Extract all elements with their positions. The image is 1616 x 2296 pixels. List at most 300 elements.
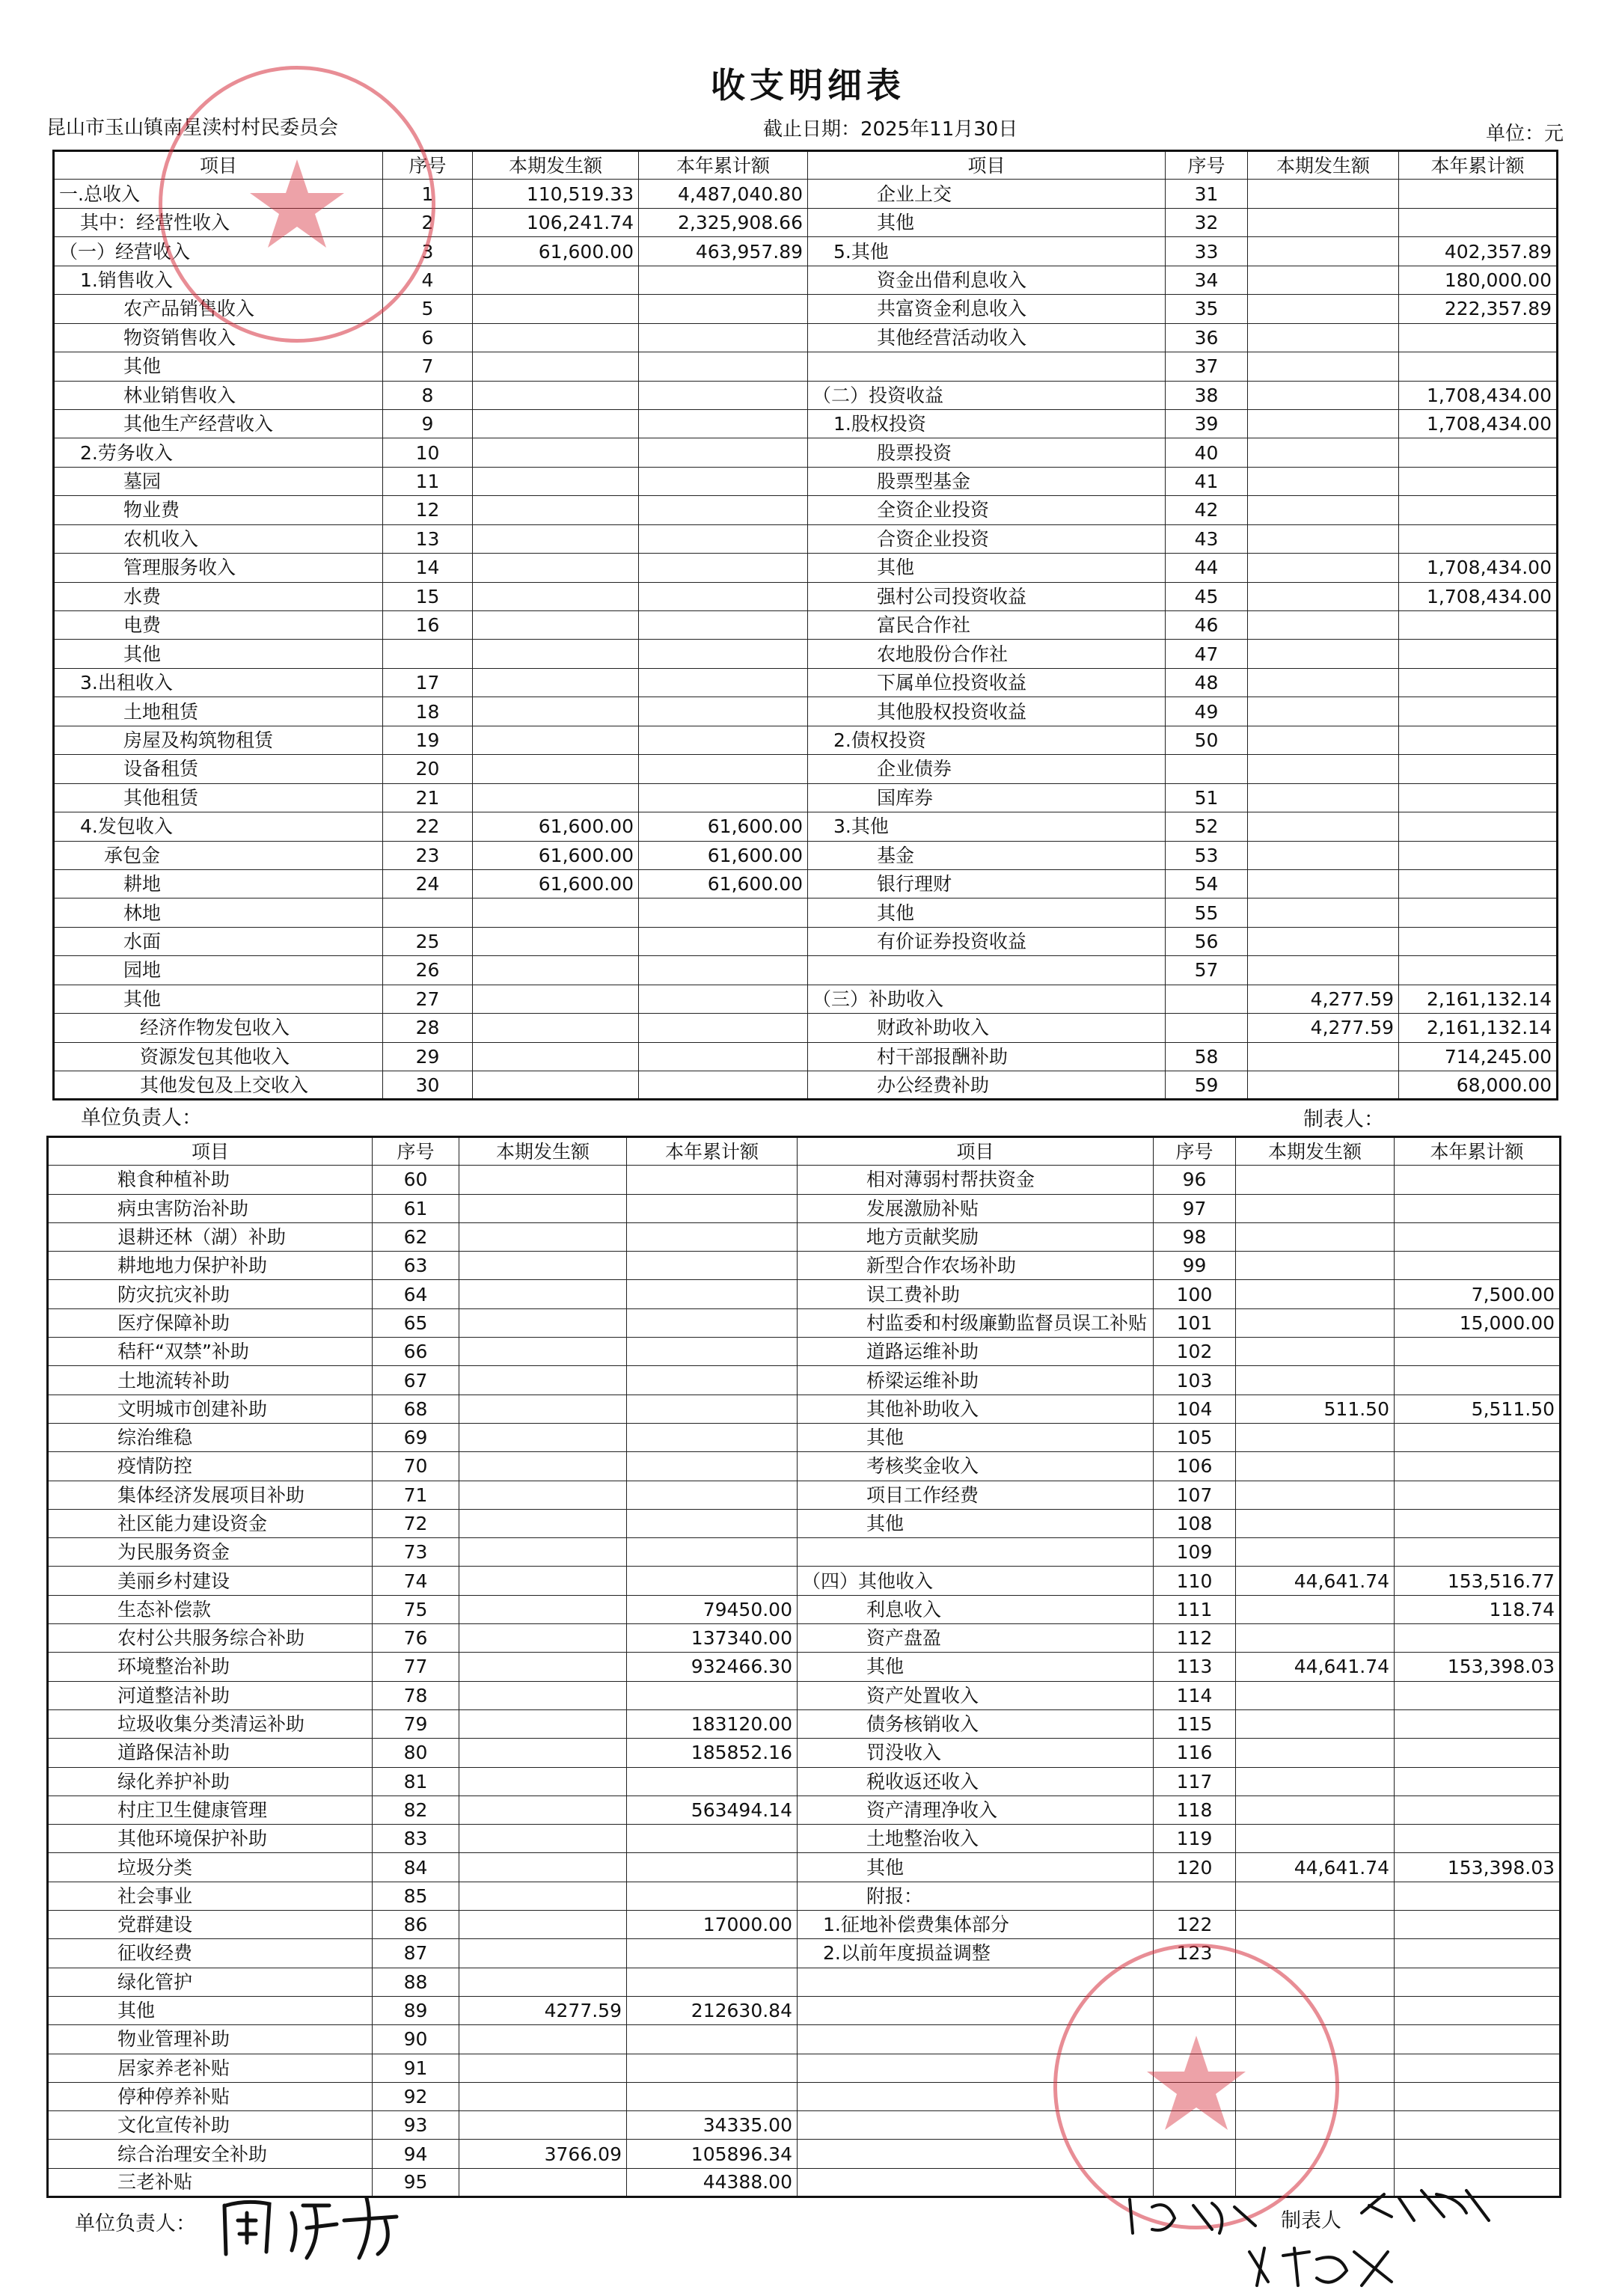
amount-cell (1236, 1882, 1395, 1910)
row-number: 44 (1166, 554, 1248, 582)
item-name: 园地 (54, 956, 383, 985)
amount-cell (1395, 1194, 1561, 1222)
column-header: 本期发生额 (1248, 151, 1399, 180)
amount-cell: 7,500.00 (1395, 1280, 1561, 1308)
amount-cell (627, 1423, 798, 1451)
row-number: 12 (383, 496, 473, 524)
item-name: 全资企业投资 (808, 496, 1166, 524)
amount-cell (1236, 1366, 1395, 1395)
table-row (54, 611, 1558, 640)
row-number: 58 (1166, 1042, 1248, 1071)
amount-cell (1248, 726, 1399, 754)
item-name: 道路运维补助 (798, 1338, 1154, 1366)
amount-cell (1395, 1767, 1561, 1796)
row-number: 9 (383, 409, 473, 438)
amount-cell: 153,516.77 (1395, 1567, 1561, 1595)
amount-cell (459, 1595, 627, 1623)
item-name: 物资销售收入 (54, 323, 383, 352)
row-number: 86 (373, 1911, 459, 1939)
table-row (48, 1423, 1561, 1451)
row-number: 122 (1154, 1911, 1236, 1939)
amount-cell (473, 554, 639, 582)
column-header: 项目 (808, 151, 1166, 180)
amount-cell: 106,241.74 (473, 208, 639, 236)
row-number: 119 (1154, 1825, 1236, 1853)
item-name: 办公经费补助 (808, 1071, 1166, 1100)
cutoff-date: 截止日期：2025年11月30日 (763, 118, 1018, 141)
item-name: 地方贡献奖励 (798, 1222, 1154, 1251)
amount-cell: 714,245.00 (1399, 1042, 1558, 1071)
table-row (48, 1366, 1561, 1395)
row-number: 63 (373, 1252, 459, 1280)
item-name: 共富资金利息收入 (808, 295, 1166, 323)
row-number: 95 (373, 2168, 459, 2196)
row-number: 3 (383, 237, 473, 266)
organization-name: 昆山市玉山镇南星渎村村民委员会 (46, 117, 339, 139)
column-header: 序号 (1154, 1137, 1236, 1166)
amount-cell (639, 323, 808, 352)
item-name: 罚没收入 (798, 1739, 1154, 1767)
amount-cell (1236, 1452, 1395, 1481)
amount-cell (459, 2025, 627, 2054)
amount-cell (1248, 755, 1399, 783)
row-number: 116 (1154, 1739, 1236, 1767)
table-row (54, 668, 1558, 697)
item-name: 富民合作社 (808, 611, 1166, 640)
row-number: 46 (1166, 611, 1248, 640)
item-name: 疫情防控 (48, 1452, 373, 1481)
amount-cell (639, 898, 808, 927)
amount-cell: 4277.59 (459, 1996, 627, 2024)
item-name: 征收经费 (48, 1939, 373, 1968)
document-title: 收支明细表 (711, 65, 905, 105)
amount-cell (1248, 524, 1399, 553)
amount-cell (1236, 1481, 1395, 1509)
row-number: 6 (383, 323, 473, 352)
item-name: 环境整治补助 (48, 1653, 373, 1681)
table-row (54, 869, 1558, 898)
amount-cell (1248, 668, 1399, 697)
amount-cell: 34335.00 (627, 2111, 798, 2140)
item-name: （一）经营收入 (54, 237, 383, 266)
table-row (48, 1767, 1561, 1796)
amount-cell (1248, 812, 1399, 841)
amount-cell (1236, 1338, 1395, 1366)
row-number: 71 (373, 1481, 459, 1509)
amount-cell: 15,000.00 (1395, 1308, 1561, 1337)
amount-cell (639, 640, 808, 668)
amount-cell (1236, 1166, 1395, 1194)
amount-cell (473, 697, 639, 726)
row-number: 26 (383, 956, 473, 985)
amount-cell (1236, 1796, 1395, 1824)
row-number: 83 (373, 1825, 459, 1853)
amount-cell (1395, 1968, 1561, 1996)
item-name: 电费 (54, 611, 383, 640)
amount-cell (459, 1252, 627, 1280)
row-number: 111 (1154, 1595, 1236, 1623)
item-name: 2.以前年度损益调整 (798, 1939, 1154, 1968)
item-name: 4.发包收入 (54, 812, 383, 841)
amount-cell (639, 496, 808, 524)
amount-cell (1399, 783, 1558, 812)
amount-cell (459, 1939, 627, 1968)
row-number: 36 (1166, 323, 1248, 352)
amount-cell: 1,708,434.00 (1399, 582, 1558, 610)
amount-cell (1236, 1825, 1395, 1853)
item-name: 其他租赁 (54, 783, 383, 812)
row-number: 96 (1154, 1166, 1236, 1194)
row-number: 106 (1154, 1452, 1236, 1481)
amount-cell (1399, 927, 1558, 955)
row-number: 61 (373, 1194, 459, 1222)
amount-cell (1236, 1709, 1395, 1738)
amount-cell (1395, 2054, 1561, 2082)
item-name: 物业管理补助 (48, 2025, 373, 2054)
row-number: 30 (383, 1071, 473, 1100)
row-number: 75 (373, 1595, 459, 1623)
amount-cell: 4,277.59 (1248, 985, 1399, 1013)
row-number: 5 (383, 295, 473, 323)
amount-cell (473, 783, 639, 812)
amount-cell (459, 1853, 627, 1882)
row-number: 57 (1166, 956, 1248, 985)
amount-cell (473, 668, 639, 697)
item-name: 其他经营活动收入 (808, 323, 1166, 352)
item-name (798, 1538, 1154, 1567)
item-name: 村监委和村级廉勤监督员误工补贴 (798, 1308, 1154, 1337)
item-name: 文化宣传补助 (48, 2111, 373, 2140)
item-name: 利息收入 (798, 1595, 1154, 1623)
amount-cell (459, 1739, 627, 1767)
committee-seal (159, 66, 435, 343)
row-number: 108 (1154, 1509, 1236, 1537)
seal-star-icon (162, 70, 432, 339)
item-name: 设备租赁 (54, 755, 383, 783)
item-name: 其他 (798, 1423, 1154, 1451)
amount-cell (627, 1681, 798, 1709)
table-row (54, 438, 1558, 467)
table-row (48, 1911, 1561, 1939)
amount-cell (1399, 467, 1558, 495)
row-number: 51 (1166, 783, 1248, 812)
amount-cell (1248, 582, 1399, 610)
row-number: 112 (1154, 1624, 1236, 1653)
item-name: 3.出租收入 (54, 668, 383, 697)
amount-cell (459, 1338, 627, 1366)
amount-cell: 183120.00 (627, 1709, 798, 1738)
item-name: 强村公司投资收益 (808, 582, 1166, 610)
row-number: 87 (373, 1939, 459, 1968)
item-name: 居家养老补贴 (48, 2054, 373, 2082)
item-name: 林业销售收入 (54, 381, 383, 409)
row-number: 118 (1154, 1796, 1236, 1824)
amount-cell: 402,357.89 (1399, 237, 1558, 266)
item-name: 下属单位投资收益 (808, 668, 1166, 697)
amount-cell: 68,000.00 (1399, 1071, 1558, 1100)
item-name: 物业费 (54, 496, 383, 524)
item-name: 退耕还林（湖）补助 (48, 1222, 373, 1251)
row-number: 82 (373, 1796, 459, 1824)
item-name: 3.其他 (808, 812, 1166, 841)
amount-cell (459, 1366, 627, 1395)
row-number: 54 (1166, 869, 1248, 898)
row-number: 28 (383, 1014, 473, 1042)
row-number: 109 (1154, 1538, 1236, 1567)
amount-cell: 3766.09 (459, 2140, 627, 2168)
row-number: 37 (1166, 352, 1248, 381)
item-name: 其中：经营性收入 (54, 208, 383, 236)
table-row (48, 1222, 1561, 1251)
item-name: 耕地地力保护补助 (48, 1252, 373, 1280)
amount-cell: 932466.30 (627, 1653, 798, 1681)
row-number: 41 (1166, 467, 1248, 495)
row-number: 97 (1154, 1194, 1236, 1222)
item-name: 其他 (808, 898, 1166, 927)
table-row (48, 1681, 1561, 1709)
amount-cell (639, 611, 808, 640)
item-name: 停种停养补贴 (48, 2082, 373, 2110)
amount-cell (1236, 1509, 1395, 1537)
amount-cell (627, 1567, 798, 1595)
table-row (48, 1796, 1561, 1824)
item-name: 银行理财 (808, 869, 1166, 898)
amount-cell (459, 2082, 627, 2110)
amount-cell (1248, 409, 1399, 438)
amount-cell: 2,325,908.66 (639, 208, 808, 236)
table-row (54, 381, 1558, 409)
amount-cell (639, 1071, 808, 1100)
amount-cell (473, 438, 639, 467)
amount-cell (1248, 841, 1399, 869)
table-header-row (48, 1137, 1561, 1166)
amount-cell (1236, 1308, 1395, 1337)
amount-cell (639, 697, 808, 726)
amount-cell (473, 467, 639, 495)
amount-cell: 463,957.89 (639, 237, 808, 266)
amount-cell (627, 1395, 798, 1423)
amount-cell (1399, 726, 1558, 754)
item-name: 财政补助收入 (808, 1014, 1166, 1042)
amount-cell (459, 1280, 627, 1308)
amount-cell (1399, 352, 1558, 381)
amount-cell (459, 1395, 627, 1423)
row-number: 104 (1154, 1395, 1236, 1423)
amount-cell: 212630.84 (627, 1996, 798, 2024)
table-row (54, 352, 1558, 381)
item-name: 为民服务资金 (48, 1538, 373, 1567)
amount-cell (1248, 381, 1399, 409)
item-name: 其他 (48, 1996, 373, 2024)
item-name: 秸秆“双禁”补助 (48, 1338, 373, 1366)
amount-cell (639, 956, 808, 985)
amount-cell (473, 898, 639, 927)
amount-cell (1395, 1739, 1561, 1767)
amount-cell: 1,708,434.00 (1399, 554, 1558, 582)
item-name: 债务核销收入 (798, 1709, 1154, 1738)
table-row (48, 1567, 1561, 1595)
item-name: 资产盘盈 (798, 1624, 1154, 1653)
extra-signature-1 (1122, 2192, 1264, 2237)
row-number: 43 (1166, 524, 1248, 553)
row-number: 17 (383, 668, 473, 697)
item-name: 道路保洁补助 (48, 1739, 373, 1767)
amount-cell: 2,161,132.14 (1399, 985, 1558, 1013)
row-number: 33 (1166, 237, 1248, 266)
row-number: 48 (1166, 668, 1248, 697)
amount-cell (459, 1653, 627, 1681)
amount-cell (473, 1042, 639, 1071)
amount-cell: 105896.34 (627, 2140, 798, 2168)
amount-cell (473, 1071, 639, 1100)
amount-cell (1395, 1538, 1561, 1567)
table-row (54, 956, 1558, 985)
amount-cell: 118.74 (1395, 1595, 1561, 1623)
amount-cell (1248, 783, 1399, 812)
amount-cell (627, 1968, 798, 1996)
column-header: 序号 (383, 151, 473, 180)
item-name: 墓园 (54, 467, 383, 495)
amount-cell: 5,511.50 (1395, 1395, 1561, 1423)
row-number: 34 (1166, 266, 1248, 294)
amount-cell (459, 1911, 627, 1939)
amount-cell (473, 381, 639, 409)
item-name: 股票投资 (808, 438, 1166, 467)
amount-cell (639, 438, 808, 467)
column-header: 本期发生额 (473, 151, 639, 180)
row-number: 22 (383, 812, 473, 841)
column-header: 本年累计额 (1395, 1137, 1561, 1166)
amount-cell (627, 1882, 798, 1910)
table-row (54, 524, 1558, 553)
row-number (1154, 1882, 1236, 1910)
item-name (808, 956, 1166, 985)
amount-cell (1399, 697, 1558, 726)
item-name: 企业上交 (808, 180, 1166, 208)
amount-cell (1236, 1911, 1395, 1939)
row-number: 101 (1154, 1308, 1236, 1337)
table-row (48, 1709, 1561, 1738)
column-header: 本期发生额 (459, 1137, 627, 1166)
amount-cell (1236, 1681, 1395, 1709)
amount-cell (639, 1014, 808, 1042)
item-name: 其他环境保护补助 (48, 1825, 373, 1853)
row-number: 60 (373, 1166, 459, 1194)
amount-cell (1236, 1280, 1395, 1308)
column-header: 本年累计额 (639, 151, 808, 180)
amount-cell (639, 582, 808, 610)
table-row (54, 1042, 1558, 1071)
amount-cell (473, 927, 639, 955)
amount-cell (1248, 640, 1399, 668)
table-row (48, 1338, 1561, 1366)
row-number: 123 (1154, 1939, 1236, 1968)
amount-cell (459, 1567, 627, 1595)
amount-cell (627, 1194, 798, 1222)
amount-cell (1399, 524, 1558, 553)
amount-cell (1395, 1681, 1561, 1709)
amount-cell (1248, 927, 1399, 955)
row-number: 113 (1154, 1653, 1236, 1681)
amount-cell: 79450.00 (627, 1595, 798, 1623)
table-row (48, 1166, 1561, 1194)
item-name: 绿化管护 (48, 1968, 373, 1996)
table-row (54, 726, 1558, 754)
amount-cell (1236, 1538, 1395, 1567)
item-name: 附报： (798, 1882, 1154, 1910)
amount-cell (1399, 611, 1558, 640)
amount-cell (627, 1853, 798, 1882)
amount-cell: 61,600.00 (639, 869, 808, 898)
amount-cell (459, 1166, 627, 1194)
item-name: 水费 (54, 582, 383, 610)
amount-cell (473, 323, 639, 352)
row-number (1166, 985, 1248, 1013)
amount-cell: 1,708,434.00 (1399, 381, 1558, 409)
amount-cell (639, 524, 808, 553)
amount-cell (459, 1796, 627, 1824)
amount-cell: 61,600.00 (639, 812, 808, 841)
item-name: 村干部报酬补助 (808, 1042, 1166, 1071)
row-number: 15 (383, 582, 473, 610)
item-name: 文明城市创建补助 (48, 1395, 373, 1423)
item-name: 2.债权投资 (808, 726, 1166, 754)
amount-cell (1248, 1071, 1399, 1100)
amount-cell (1248, 1042, 1399, 1071)
amount-cell: 17000.00 (627, 1911, 798, 1939)
item-name: 水面 (54, 927, 383, 955)
row-number: 120 (1154, 1853, 1236, 1882)
row-number: 72 (373, 1509, 459, 1537)
table-row (54, 582, 1558, 610)
item-name: 误工费补助 (798, 1280, 1154, 1308)
amount-cell (627, 1509, 798, 1537)
amount-cell (1395, 1624, 1561, 1653)
table-row (48, 1280, 1561, 1308)
column-header: 本年累计额 (1399, 151, 1558, 180)
amount-cell (1236, 1222, 1395, 1251)
table-row (54, 985, 1558, 1013)
amount-cell (1395, 1166, 1561, 1194)
preparer-label: 制表人： (1303, 1108, 1384, 1131)
row-number: 23 (383, 841, 473, 869)
amount-cell (639, 266, 808, 294)
item-name: 林地 (54, 898, 383, 927)
amount-cell: 44,641.74 (1236, 1653, 1395, 1681)
amount-cell (639, 927, 808, 955)
amount-cell (1395, 1252, 1561, 1280)
row-number: 32 (1166, 208, 1248, 236)
table-row (48, 1624, 1561, 1653)
amount-cell (1248, 554, 1399, 582)
amount-cell (639, 467, 808, 495)
table-row (48, 1739, 1561, 1767)
item-name: 垃圾分类 (48, 1853, 373, 1882)
amount-cell (627, 1538, 798, 1567)
amount-cell (627, 1338, 798, 1366)
item-name: 管理服务收入 (54, 554, 383, 582)
item-name: 医疗保障补助 (48, 1308, 373, 1337)
amount-cell (1395, 1796, 1561, 1824)
table-row (54, 812, 1558, 841)
row-number: 7 (383, 352, 473, 381)
row-number: 50 (1166, 726, 1248, 754)
item-name: 1.销售收入 (54, 266, 383, 294)
amount-cell: 153,398.03 (1395, 1853, 1561, 1882)
row-number: 39 (1166, 409, 1248, 438)
amount-cell: 511.50 (1236, 1395, 1395, 1423)
item-name: 社会事业 (48, 1882, 373, 1910)
